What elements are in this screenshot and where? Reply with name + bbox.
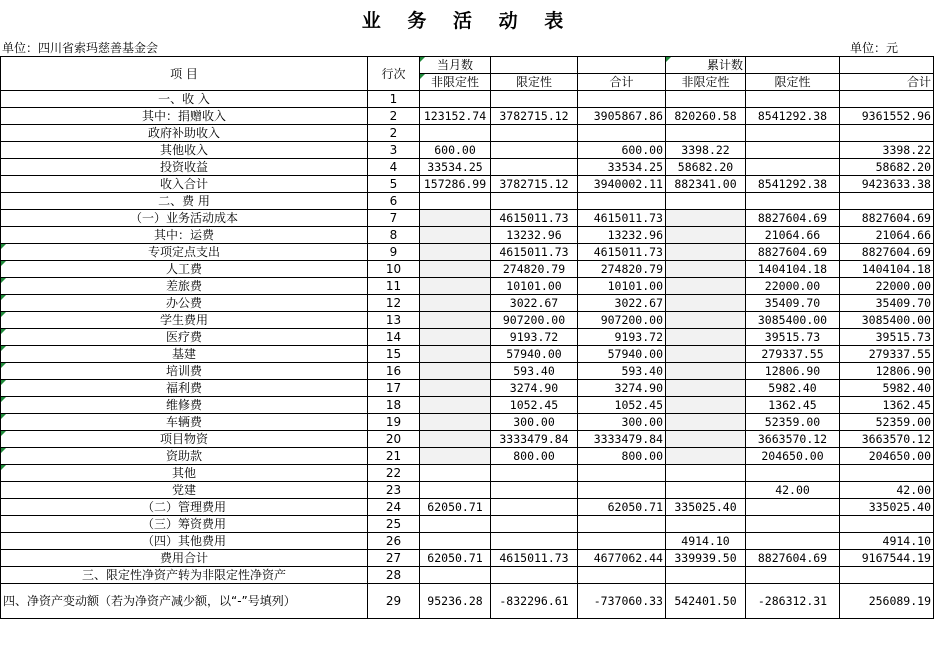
- value-cell: 5982.40: [840, 380, 934, 397]
- value-cell: 3398.22: [666, 142, 746, 159]
- row-label: 其他: [1, 465, 368, 482]
- row-line-number: 7: [368, 210, 420, 227]
- value-cell: 62050.71: [420, 550, 491, 567]
- row-label: 四、净资产变动额（若为净资产减少额，以“-”号填列）: [1, 584, 368, 619]
- row-label: （三）筹资费用: [1, 516, 368, 533]
- value-cell: [578, 567, 666, 584]
- row-label: 其中：运费: [1, 227, 368, 244]
- value-cell: [491, 516, 578, 533]
- row-line-number: 10: [368, 261, 420, 278]
- row-label: 一、收 入: [1, 91, 368, 108]
- row-line-number: 9: [368, 244, 420, 261]
- value-cell: 4677062.44: [578, 550, 666, 567]
- row-line-number: 12: [368, 295, 420, 312]
- table-row: [1, 363, 934, 380]
- value-cell: 10101.00: [578, 278, 666, 295]
- table-row: [1, 397, 934, 414]
- value-cell: [666, 567, 746, 584]
- value-cell: 204650.00: [746, 448, 840, 465]
- header-blank-cell: [840, 57, 934, 74]
- value-cell: 800.00: [491, 448, 578, 465]
- value-cell: 3905867.86: [578, 108, 666, 125]
- value-cell: [840, 193, 934, 210]
- header-restricted-cumulative: 限定性: [746, 74, 840, 91]
- header-total-month: 合计: [578, 74, 666, 91]
- value-cell: 3085400.00: [746, 312, 840, 329]
- row-line-number: 27: [368, 550, 420, 567]
- value-cell: 3333479.84: [578, 431, 666, 448]
- table-row: [1, 227, 934, 244]
- row-line-number: 13: [368, 312, 420, 329]
- value-cell: [666, 363, 746, 380]
- row-line-number: 6: [368, 193, 420, 210]
- value-cell: 9193.72: [491, 329, 578, 346]
- value-cell: 33534.25: [578, 159, 666, 176]
- organization-label: 单位：四川省索玛慈善基金会: [2, 41, 159, 55]
- row-label: 资助款: [1, 448, 368, 465]
- row-line-number: 4: [368, 159, 420, 176]
- value-cell: [578, 482, 666, 499]
- row-line-number: 8: [368, 227, 420, 244]
- value-cell: 9423633.38: [840, 176, 934, 193]
- table-row: [1, 414, 934, 431]
- row-label: 医疗费: [1, 329, 368, 346]
- value-cell: [666, 193, 746, 210]
- row-line-number: 28: [368, 567, 420, 584]
- value-cell: [666, 414, 746, 431]
- value-cell: [578, 125, 666, 142]
- row-line-number: 15: [368, 346, 420, 363]
- value-cell: 8827604.69: [746, 244, 840, 261]
- value-cell: [746, 142, 840, 159]
- row-label: 维修费: [1, 397, 368, 414]
- value-cell: 3333479.84: [491, 431, 578, 448]
- value-cell: [666, 295, 746, 312]
- value-cell: 35409.70: [840, 295, 934, 312]
- row-line-number: 20: [368, 431, 420, 448]
- value-cell: 4615011.73: [578, 244, 666, 261]
- value-cell: [420, 278, 491, 295]
- value-cell: [666, 516, 746, 533]
- value-cell: [666, 465, 746, 482]
- table-row: [1, 244, 934, 261]
- header-blank-cell: [491, 57, 578, 74]
- header-restricted-month: 限定性: [491, 74, 578, 91]
- table-row: [1, 499, 934, 516]
- value-cell: [420, 227, 491, 244]
- value-cell: [578, 533, 666, 550]
- row-label: 费用合计: [1, 550, 368, 567]
- value-cell: [666, 312, 746, 329]
- table-row: [1, 278, 934, 295]
- value-cell: [420, 448, 491, 465]
- row-label: 投资收益: [1, 159, 368, 176]
- value-cell: 3085400.00: [840, 312, 934, 329]
- value-cell: 5982.40: [746, 380, 840, 397]
- value-cell: 4914.10: [666, 533, 746, 550]
- value-cell: [420, 210, 491, 227]
- value-cell: 907200.00: [491, 312, 578, 329]
- row-label: 专项定点支出: [1, 244, 368, 261]
- value-cell: 8541292.38: [746, 176, 840, 193]
- table-row: [1, 431, 934, 448]
- value-cell: 820260.58: [666, 108, 746, 125]
- value-cell: 4914.10: [840, 533, 934, 550]
- value-cell: 9193.72: [578, 329, 666, 346]
- value-cell: [666, 244, 746, 261]
- row-label: 党建: [1, 482, 368, 499]
- value-cell: 3663570.12: [746, 431, 840, 448]
- table-row: [1, 312, 934, 329]
- value-cell: 22000.00: [840, 278, 934, 295]
- row-line-number: 2: [368, 125, 420, 142]
- row-line-number: 5: [368, 176, 420, 193]
- value-cell: 274820.79: [578, 261, 666, 278]
- value-cell: 542401.50: [666, 584, 746, 619]
- value-cell: [420, 295, 491, 312]
- value-cell: 3274.90: [491, 380, 578, 397]
- value-cell: [420, 533, 491, 550]
- value-cell: [491, 91, 578, 108]
- value-cell: [420, 261, 491, 278]
- value-cell: 256089.19: [840, 584, 934, 619]
- row-label: 差旅费: [1, 278, 368, 295]
- header-blank-cell: [746, 57, 840, 74]
- value-cell: [666, 397, 746, 414]
- table-row: [1, 159, 934, 176]
- row-line-number: 3: [368, 142, 420, 159]
- value-cell: 57940.00: [578, 346, 666, 363]
- value-cell: 3274.90: [578, 380, 666, 397]
- row-label: 福利费: [1, 380, 368, 397]
- row-label: （四）其他费用: [1, 533, 368, 550]
- value-cell: 279337.55: [840, 346, 934, 363]
- value-cell: [420, 329, 491, 346]
- value-cell: 21064.66: [840, 227, 934, 244]
- value-cell: -832296.61: [491, 584, 578, 619]
- value-cell: 57940.00: [491, 346, 578, 363]
- value-cell: [840, 516, 934, 533]
- row-line-number: 2: [368, 108, 420, 125]
- value-cell: 882341.00: [666, 176, 746, 193]
- row-label: 项目物资: [1, 431, 368, 448]
- value-cell: 339939.50: [666, 550, 746, 567]
- value-cell: [491, 159, 578, 176]
- value-cell: 3022.67: [578, 295, 666, 312]
- row-line-number: 25: [368, 516, 420, 533]
- value-cell: 204650.00: [840, 448, 934, 465]
- value-cell: 21064.66: [746, 227, 840, 244]
- value-cell: 13232.96: [491, 227, 578, 244]
- value-cell: 3940002.11: [578, 176, 666, 193]
- table-row: [1, 465, 934, 482]
- table-row: [1, 448, 934, 465]
- row-line-number: 21: [368, 448, 420, 465]
- header-unrestricted-month: 非限定性: [420, 74, 491, 91]
- value-cell: [746, 499, 840, 516]
- value-cell: [746, 91, 840, 108]
- value-cell: [420, 346, 491, 363]
- row-line-number: 18: [368, 397, 420, 414]
- row-line-number: 23: [368, 482, 420, 499]
- value-cell: [666, 329, 746, 346]
- value-cell: 3782715.12: [491, 108, 578, 125]
- value-cell: [578, 516, 666, 533]
- value-cell: [746, 159, 840, 176]
- value-cell: 12806.90: [840, 363, 934, 380]
- value-cell: 3022.67: [491, 295, 578, 312]
- value-cell: [666, 125, 746, 142]
- value-cell: 1404104.18: [746, 261, 840, 278]
- row-label: 其他收入: [1, 142, 368, 159]
- header-blank-cell: [578, 57, 666, 74]
- row-label: 政府补助收入: [1, 125, 368, 142]
- row-label: 收入合计: [1, 176, 368, 193]
- value-cell: [840, 125, 934, 142]
- table-row: [1, 329, 934, 346]
- value-cell: 593.40: [491, 363, 578, 380]
- table-row: [1, 193, 934, 210]
- value-cell: 22000.00: [746, 278, 840, 295]
- table-row: [1, 482, 934, 499]
- value-cell: 3663570.12: [840, 431, 934, 448]
- value-cell: [420, 465, 491, 482]
- value-cell: [491, 193, 578, 210]
- value-cell: 123152.74: [420, 108, 491, 125]
- currency-unit-label: 单位：元: [850, 41, 899, 55]
- row-label: 培训费: [1, 363, 368, 380]
- value-cell: 600.00: [420, 142, 491, 159]
- value-cell: 3782715.12: [491, 176, 578, 193]
- value-cell: 8827604.69: [746, 210, 840, 227]
- value-cell: [420, 567, 491, 584]
- value-cell: [666, 431, 746, 448]
- value-cell: 274820.79: [491, 261, 578, 278]
- value-cell: 593.40: [578, 363, 666, 380]
- value-cell: [491, 125, 578, 142]
- table-row: [1, 516, 934, 533]
- table-row: [1, 295, 934, 312]
- row-label: 人工费: [1, 261, 368, 278]
- value-cell: [746, 516, 840, 533]
- value-cell: [491, 142, 578, 159]
- value-cell: 35409.70: [746, 295, 840, 312]
- value-cell: 62050.71: [420, 499, 491, 516]
- table-row: [1, 380, 934, 397]
- value-cell: 62050.71: [578, 499, 666, 516]
- value-cell: [578, 91, 666, 108]
- value-cell: -737060.33: [578, 584, 666, 619]
- value-cell: 52359.00: [746, 414, 840, 431]
- table-row: [1, 176, 934, 193]
- value-cell: 300.00: [578, 414, 666, 431]
- row-label: 基建: [1, 346, 368, 363]
- value-cell: 8541292.38: [746, 108, 840, 125]
- value-cell: [420, 397, 491, 414]
- value-cell: [420, 193, 491, 210]
- value-cell: 52359.00: [840, 414, 934, 431]
- value-cell: 1362.45: [746, 397, 840, 414]
- value-cell: 907200.00: [578, 312, 666, 329]
- value-cell: 10101.00: [491, 278, 578, 295]
- value-cell: [840, 91, 934, 108]
- value-cell: [420, 91, 491, 108]
- value-cell: 157286.99: [420, 176, 491, 193]
- value-cell: [666, 482, 746, 499]
- table-row: [1, 125, 934, 142]
- value-cell: 1052.45: [578, 397, 666, 414]
- table-row: [1, 533, 934, 550]
- table-row: [1, 346, 934, 363]
- value-cell: 39515.73: [746, 329, 840, 346]
- value-cell: [746, 193, 840, 210]
- value-cell: [491, 567, 578, 584]
- row-label: （一）业务活动成本: [1, 210, 368, 227]
- row-line-number: 22: [368, 465, 420, 482]
- value-cell: [746, 125, 840, 142]
- value-cell: [840, 567, 934, 584]
- value-cell: 13232.96: [578, 227, 666, 244]
- value-cell: 4615011.73: [491, 550, 578, 567]
- table-row: [1, 210, 934, 227]
- value-cell: 800.00: [578, 448, 666, 465]
- table-row: [1, 550, 934, 567]
- value-cell: 335025.40: [666, 499, 746, 516]
- value-cell: [746, 567, 840, 584]
- value-cell: [666, 380, 746, 397]
- header-line: 行次: [368, 57, 420, 91]
- value-cell: [420, 431, 491, 448]
- header-item: 项 目: [1, 57, 368, 91]
- value-cell: 9167544.19: [840, 550, 934, 567]
- table-row: [1, 584, 934, 619]
- value-cell: 9361552.96: [840, 108, 934, 125]
- value-cell: [420, 244, 491, 261]
- value-cell: [420, 414, 491, 431]
- value-cell: 3398.22: [840, 142, 934, 159]
- row-label: 其中：捐赠收入: [1, 108, 368, 125]
- value-cell: 4615011.73: [491, 244, 578, 261]
- value-cell: 39515.73: [840, 329, 934, 346]
- table-row: [1, 142, 934, 159]
- value-cell: 300.00: [491, 414, 578, 431]
- value-cell: 1404104.18: [840, 261, 934, 278]
- row-label: （二）管理费用: [1, 499, 368, 516]
- row-label: 二、费 用: [1, 193, 368, 210]
- row-label: 办公费: [1, 295, 368, 312]
- row-line-number: 26: [368, 533, 420, 550]
- value-cell: 33534.25: [420, 159, 491, 176]
- value-cell: 8827604.69: [840, 210, 934, 227]
- value-cell: 279337.55: [746, 346, 840, 363]
- value-cell: [491, 533, 578, 550]
- header-current-month: 当月数: [420, 57, 491, 74]
- value-cell: [491, 499, 578, 516]
- value-cell: [666, 227, 746, 244]
- value-cell: 335025.40: [840, 499, 934, 516]
- value-cell: 1052.45: [491, 397, 578, 414]
- header-row-1: [1, 57, 934, 74]
- table-row: [1, 91, 934, 108]
- value-cell: [666, 448, 746, 465]
- value-cell: [666, 346, 746, 363]
- value-cell: [420, 363, 491, 380]
- table-row: [1, 567, 934, 584]
- value-cell: [420, 516, 491, 533]
- value-cell: [420, 312, 491, 329]
- value-cell: 58682.20: [666, 159, 746, 176]
- value-cell: 8827604.69: [746, 550, 840, 567]
- value-cell: [420, 125, 491, 142]
- row-line-number: 19: [368, 414, 420, 431]
- table-row: [1, 261, 934, 278]
- value-cell: 8827604.69: [840, 244, 934, 261]
- value-cell: 1362.45: [840, 397, 934, 414]
- row-line-number: 29: [368, 584, 420, 619]
- value-cell: [666, 261, 746, 278]
- value-cell: [491, 482, 578, 499]
- value-cell: [578, 193, 666, 210]
- value-cell: 4615011.73: [578, 210, 666, 227]
- value-cell: [746, 465, 840, 482]
- row-label: 学生费用: [1, 312, 368, 329]
- header-unrestricted-cumulative: 非限定性: [666, 74, 746, 91]
- activity-statement-table: [0, 56, 934, 619]
- row-line-number: 11: [368, 278, 420, 295]
- value-cell: 4615011.73: [491, 210, 578, 227]
- value-cell: [420, 482, 491, 499]
- row-line-number: 16: [368, 363, 420, 380]
- table-row: [1, 108, 934, 125]
- row-label: 车辆费: [1, 414, 368, 431]
- value-cell: [746, 533, 840, 550]
- row-line-number: 1: [368, 91, 420, 108]
- value-cell: [840, 465, 934, 482]
- value-cell: [666, 278, 746, 295]
- header-cumulative: 累计数: [666, 57, 746, 74]
- value-cell: 42.00: [746, 482, 840, 499]
- value-cell: 12806.90: [746, 363, 840, 380]
- value-cell: [578, 465, 666, 482]
- value-cell: 42.00: [840, 482, 934, 499]
- row-line-number: 17: [368, 380, 420, 397]
- report-title: 业 务 活 动 表: [361, 9, 574, 32]
- value-cell: 58682.20: [840, 159, 934, 176]
- row-line-number: 24: [368, 499, 420, 516]
- value-cell: -286312.31: [746, 584, 840, 619]
- value-cell: [666, 210, 746, 227]
- value-cell: [420, 380, 491, 397]
- value-cell: [491, 465, 578, 482]
- header-total-cumulative: 合计: [840, 74, 934, 91]
- value-cell: 95236.28: [420, 584, 491, 619]
- row-label: 三、限定性净资产转为非限定性净资产: [1, 567, 368, 584]
- row-line-number: 14: [368, 329, 420, 346]
- value-cell: 600.00: [578, 142, 666, 159]
- value-cell: [666, 91, 746, 108]
